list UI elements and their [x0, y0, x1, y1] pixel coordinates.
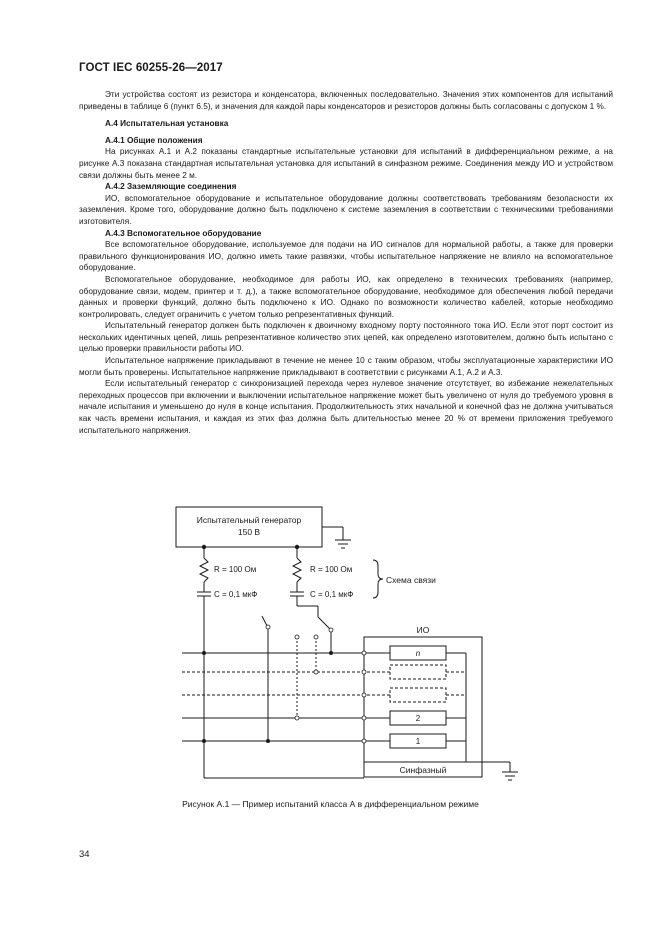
right-resistor — [293, 558, 301, 582]
section-a42-title: А.4.2 Заземляющие соединения — [105, 182, 237, 192]
circuit-2-box — [390, 711, 446, 725]
right-resistor-label: R = 100 Ом — [310, 565, 353, 574]
right-capacitor-label: C = 0,1 мкФ — [310, 590, 354, 599]
circuit-n-label: n — [415, 649, 421, 658]
generator-label-line1: Испытательный генератор — [196, 515, 302, 525]
left-capacitor-label: C = 0,1 мкФ — [214, 590, 258, 599]
circuit-1-box — [390, 734, 446, 748]
circuit-n-box — [390, 646, 446, 660]
section-a43-paragraph-3: Испытательный генератор должен быть подключен к двоичному входному порту постоянного тока ИО. Если этот порт состоит из нескольких идентичных цепей, лишь репрезентативное количество этих цепей, как определено изготовителем, должно быть испытано с целью проверки правильности работы ИО. — [79, 321, 613, 354]
eut-label: ИО — [416, 625, 430, 635]
circuit-2-label: 2 — [415, 714, 421, 723]
generator-label-line2: 150 В — [237, 527, 261, 537]
eut-box — [364, 637, 482, 777]
section-a43-paragraph-2: Вспомогательное оборудование, необходимое для работы ИО, как определено в технических требованиях (например, оборудование связи, модем, принтер и т. д.), а также вспомогательное оборудование, необходимое для обеспечения любой передачи данных и проверки функций, должно быть подключено к ИО. Однако по возможности количество кабелей, которые необходимо контролировать, следует ограничить с учетом только репрезентативных функций. — [79, 274, 613, 319]
section-a4-title: А.4 Испытательная установка — [105, 119, 229, 129]
common-mode-label: Синфазный — [399, 765, 447, 775]
circuit-1-label: 1 — [415, 737, 421, 746]
section-a43-paragraph-4: Испытательное напряжение прикладывают в течение не менее 10 с таким образом, чтобы эксплуатационные характеристики ИО могли быть проверены. Испытательное напряжение прикладывают в соответствии с рисунками А.1, А.2 и А.3. — [79, 356, 613, 377]
section-a41-title: А.4.1 Общие положения — [105, 135, 203, 145]
intro-paragraph: Эти устройства состоят из резистора и конденсатора, включенных последовательно. Значения этих компонентов для испытаний приведены в таблице 6 (пункт 6.5), и значения для каждой пары конденсаторов и резисторов должны быть согласованы с допуском 1 %. — [79, 90, 613, 111]
section-a41-text: На рисунках А.1 и А.2 показаны стандартные испытательные установки для испытаний в дифференциальном режиме, а на рисунке А.3 показана стандартная испытательная установка для испытаний в синфазном режиме. Соединения между ИО и устройством связи должны быть менее 2 м. — [79, 147, 613, 180]
body-text — [79, 89, 613, 436]
test-generator-box — [176, 507, 322, 547]
section-a43-paragraph-5: Если испытательный генератор с синхронизацией перехода через нулевое значение отсутствует, во избежание нежелательных переходных процессов при включении и выключении испытательное напряжение может быть увеличено от нуля до требуемого уровня в начале испытания и уменьшено до нуля в конце испытания. Продолжительность этих начальной и конечной фаз не должна учитываться как часть времени испытания, и каждая из этих фаз должна быть длительностью менее 20 % от времени приложения требуемого испытательного напряжения. — [79, 379, 613, 435]
section-a43-title: А.4.3 Вспомогательное оборудование — [105, 228, 262, 238]
section-a43-paragraph-1: Все вспомогательное оборудование, используемое для подачи на ИО сигналов для нормальной работы, а также для проверки правильного функционирования ИО, должно иметь такие развязки, чтобы испытательное напряжение не влияло на вспомогательное оборудование. — [79, 240, 613, 273]
page-number: 34 — [79, 849, 90, 860]
coupling-network-label: Схема связи — [386, 575, 436, 585]
section-a42-text: ИО, вспомогательное оборудование и испытательное оборудование должны соответствовать требованиям безопасности их заземления. Кроме того, оборудование должно быть подключено к системе заземления в соответствии с техническими требованиями изготовителя. — [79, 193, 613, 226]
figure-caption: Рисунок А.1 — Пример испытаний класса А в дифференциальном режиме — [182, 799, 479, 809]
left-resistor-label: R = 100 Ом — [214, 565, 257, 574]
document-standard-header: ГОСТ IEC 60255-26—2017 — [79, 62, 223, 74]
left-resistor — [200, 558, 208, 582]
